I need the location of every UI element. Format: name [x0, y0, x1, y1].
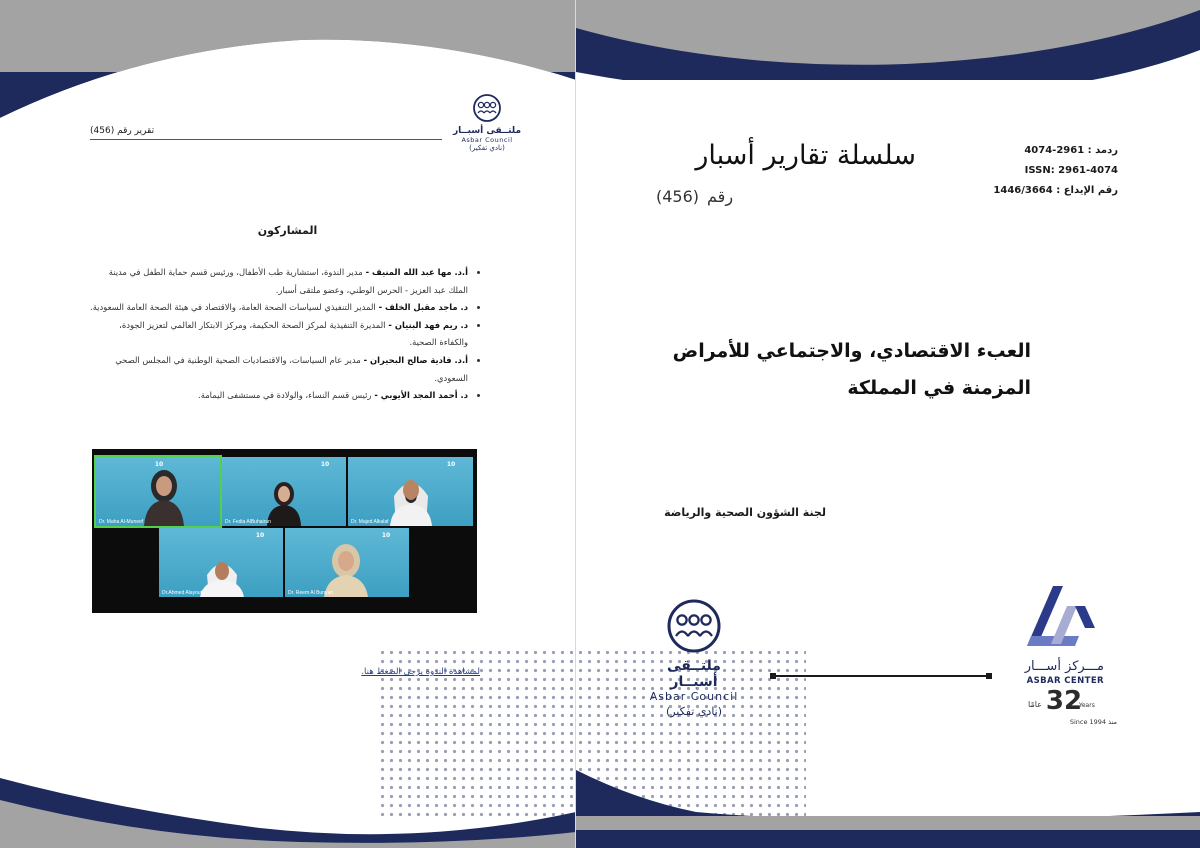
tile-caption: Dr.Ahmed Alayoubi: [162, 590, 205, 596]
council-name-en: Asbar Council: [649, 690, 739, 703]
issn-en: ISSN: 2961-4074: [1024, 165, 1118, 176]
asbar-center-name-ar: مـــركز أســـار: [1024, 659, 1104, 674]
tile-caption: Dr. Majed Alkalaf: [351, 519, 389, 525]
participant-name: أ.د. مها عبد الله المنيف: [372, 267, 468, 277]
participant-role: مدير الندوة، استشارية طب الأطفال، ورئيس قسم حماية الطفل في مدينة الملك عبد العزيز - الحرس الوطني، وعضو ملتقى أسبار.: [108, 267, 468, 295]
participant-name: د. ماجد مقبل الخلف: [385, 302, 468, 313]
list-item: [90, 387, 468, 405]
series-number: [656, 187, 746, 206]
list-item: [90, 317, 468, 352]
participant-separator: -: [385, 319, 395, 330]
list-item: [90, 264, 468, 299]
watch-seminar-link[interactable]: لمشاهدة الندوة يرجى الضغط هنا.: [361, 667, 480, 677]
participant-separator: -: [362, 267, 372, 277]
video-tile: [159, 528, 283, 597]
council-name-ar: ملتــقى أسبــار: [667, 658, 721, 690]
series-title: سلسلة تقارير أسبار: [695, 140, 916, 171]
participant-avatar: [386, 466, 436, 526]
participant-avatar: [140, 462, 188, 526]
video-tile: [285, 528, 409, 597]
deposit-number: رقم الإيداع : 1446/3664: [993, 185, 1118, 196]
participant-name: أ.د. فادية صالح البحيران: [370, 354, 468, 365]
tile-caption: Dr. Fedia AlBuhairan: [225, 519, 271, 525]
logo-badge: 10: [381, 532, 391, 539]
participant-name: د. ريم فهد البنيان: [394, 319, 468, 330]
logo-connector-line: [772, 675, 990, 677]
report-title-line-2: المزمنة في المملكة: [847, 377, 1031, 399]
header-divider: [90, 139, 442, 140]
report-number: تقرير رقم (456): [90, 126, 155, 136]
tile-caption: Dr. Maha Al-Muneef: [99, 519, 144, 525]
council-club-label: (نادي تفكير): [665, 705, 723, 718]
logo-badge: 10: [320, 461, 330, 468]
participant-separator: -: [375, 302, 386, 313]
years-number: 32: [1045, 686, 1083, 716]
participant-separator: -: [371, 390, 381, 401]
committee-name: لجنة الشؤون الصحية والرياضة: [664, 506, 826, 519]
participant-avatar: [321, 537, 371, 597]
council-club-label: (نادي تفكير): [469, 144, 505, 152]
video-conference-grid: [92, 449, 477, 613]
years-label: Years: [1079, 702, 1095, 709]
report-title-line-1: العبء الاقتصادي، والاجتماعي للأمراض: [672, 340, 1031, 362]
series-number-label: رقم: [707, 187, 734, 206]
list-item: [90, 352, 468, 387]
issn-ar: ردمد : 2961-4074: [1024, 145, 1118, 156]
participant-role: رئيس قسم النساء، والولادة في مستشفى اليمامة.: [198, 390, 372, 401]
council-name-en: Asbar Council: [461, 136, 513, 144]
asbar-center-logo-icon: [1023, 584, 1097, 650]
video-tile: [222, 457, 346, 526]
video-tile: [96, 457, 220, 526]
participants-heading: المشاركون: [257, 224, 318, 237]
series-number-value: (456): [656, 187, 700, 206]
people-circle-icon: [471, 94, 503, 122]
left-page: [0, 0, 576, 848]
report-title: [656, 333, 1031, 407]
participant-name: د. أحمد المجد الأيوبي: [380, 390, 468, 401]
years-label-ar: عامًا: [1028, 700, 1042, 709]
logo-badge: 10: [255, 532, 265, 539]
logo-badge: 10: [154, 461, 164, 468]
council-name-ar: ملتــقى أسبــار: [452, 126, 522, 136]
list-item: [90, 299, 468, 317]
participant-role: المديرة التنفيذية لمركز الصحة الحكيمة، ومركز الابتكار العالمي لتعزيز الجودة، والكفاءة الصحية.: [119, 319, 468, 348]
council-logo-large: [644, 598, 744, 718]
tile-caption: Dr. Reem Al Bunyan: [288, 590, 334, 596]
isbn-block: [986, 141, 1118, 201]
participant-role: مدير عام السياسات، والاقتصاديات الصحية الوطنية في المجلس الصحي السعودي.: [115, 354, 468, 383]
logo-badge: 10: [446, 461, 456, 468]
since-label: Since 1994 منذ: [1069, 718, 1117, 726]
video-tile: [348, 457, 473, 526]
bottom-navy-band: [576, 830, 1200, 848]
council-logo-small: [452, 94, 522, 153]
bottom-gray-band: [576, 816, 1200, 830]
right-page: [576, 0, 1200, 848]
participant-separator: -: [360, 354, 371, 365]
participant-role: المدير التنفيذي لسياسات الصحة العامة، والاقتصاد في هيئة الصحة العامة السعودية.: [90, 302, 376, 313]
people-circle-icon: [666, 598, 722, 654]
participants-list: [90, 264, 480, 405]
asbar-center-name-en: ASBAR CENTER: [1026, 676, 1104, 686]
